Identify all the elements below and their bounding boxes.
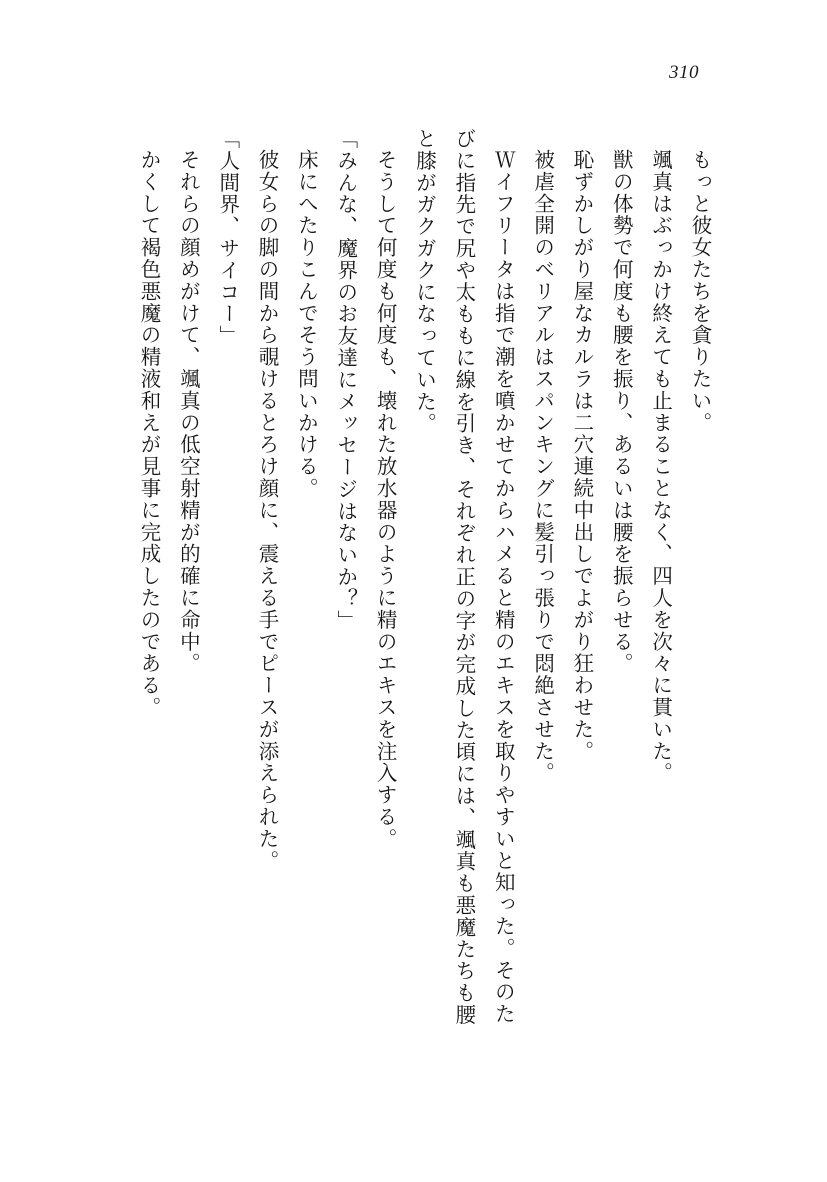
- paragraph: 彼女らの脚の間から覗けるとろけ顔に、震える手でピースが添えられた。: [255, 148, 280, 872]
- page-number: 310: [669, 62, 699, 83]
- paragraph: 颯真はぶっかけ終えても止まることなく、四人を次々に貫いた。: [648, 148, 673, 784]
- paragraph-dialogue: 「みんな、魔界のお友達にメッセージはないか？」: [333, 128, 358, 632]
- paragraph: それらの顔めがけて、颯真の低空射精が的確に命中。: [176, 148, 201, 675]
- paragraph: 恥ずかしがり屋なカルラは二穴連続中出しでよがり狂わせた。: [569, 148, 594, 762]
- paragraph: 被虐全開のベリアルはスパンキングに髪引っ張りで悶絶させた。: [530, 148, 555, 784]
- paragraph: 獣の体勢で何度も腰を振り、あるいは腰を振らせる。: [609, 148, 634, 675]
- paragraph: かくして褐色悪魔の精液和えが見事に完成したのである。: [136, 148, 161, 718]
- paragraph: Ｗイフリータは指で潮を噴かせてからハメると精のエキスを取りやすいと知った。そのたびに指先で尻や太ももに線を引き、それぞれ正の字が完成した頃には、颯真も悪魔たちも腰と膝がガクガクになっていた。: [412, 128, 516, 1026]
- paragraph: もっと彼女たちを貪りたい。: [688, 148, 712, 434]
- page-body-text: [108, 128, 719, 1028]
- paragraph: 床にへたりこんでそう問いかける。: [294, 148, 319, 499]
- paragraph: そうして何度も何度も、壊れた放水器のように精のエキスを注入する。: [373, 148, 398, 850]
- paragraph-dialogue: 「人間界、サイコー」: [215, 128, 240, 347]
